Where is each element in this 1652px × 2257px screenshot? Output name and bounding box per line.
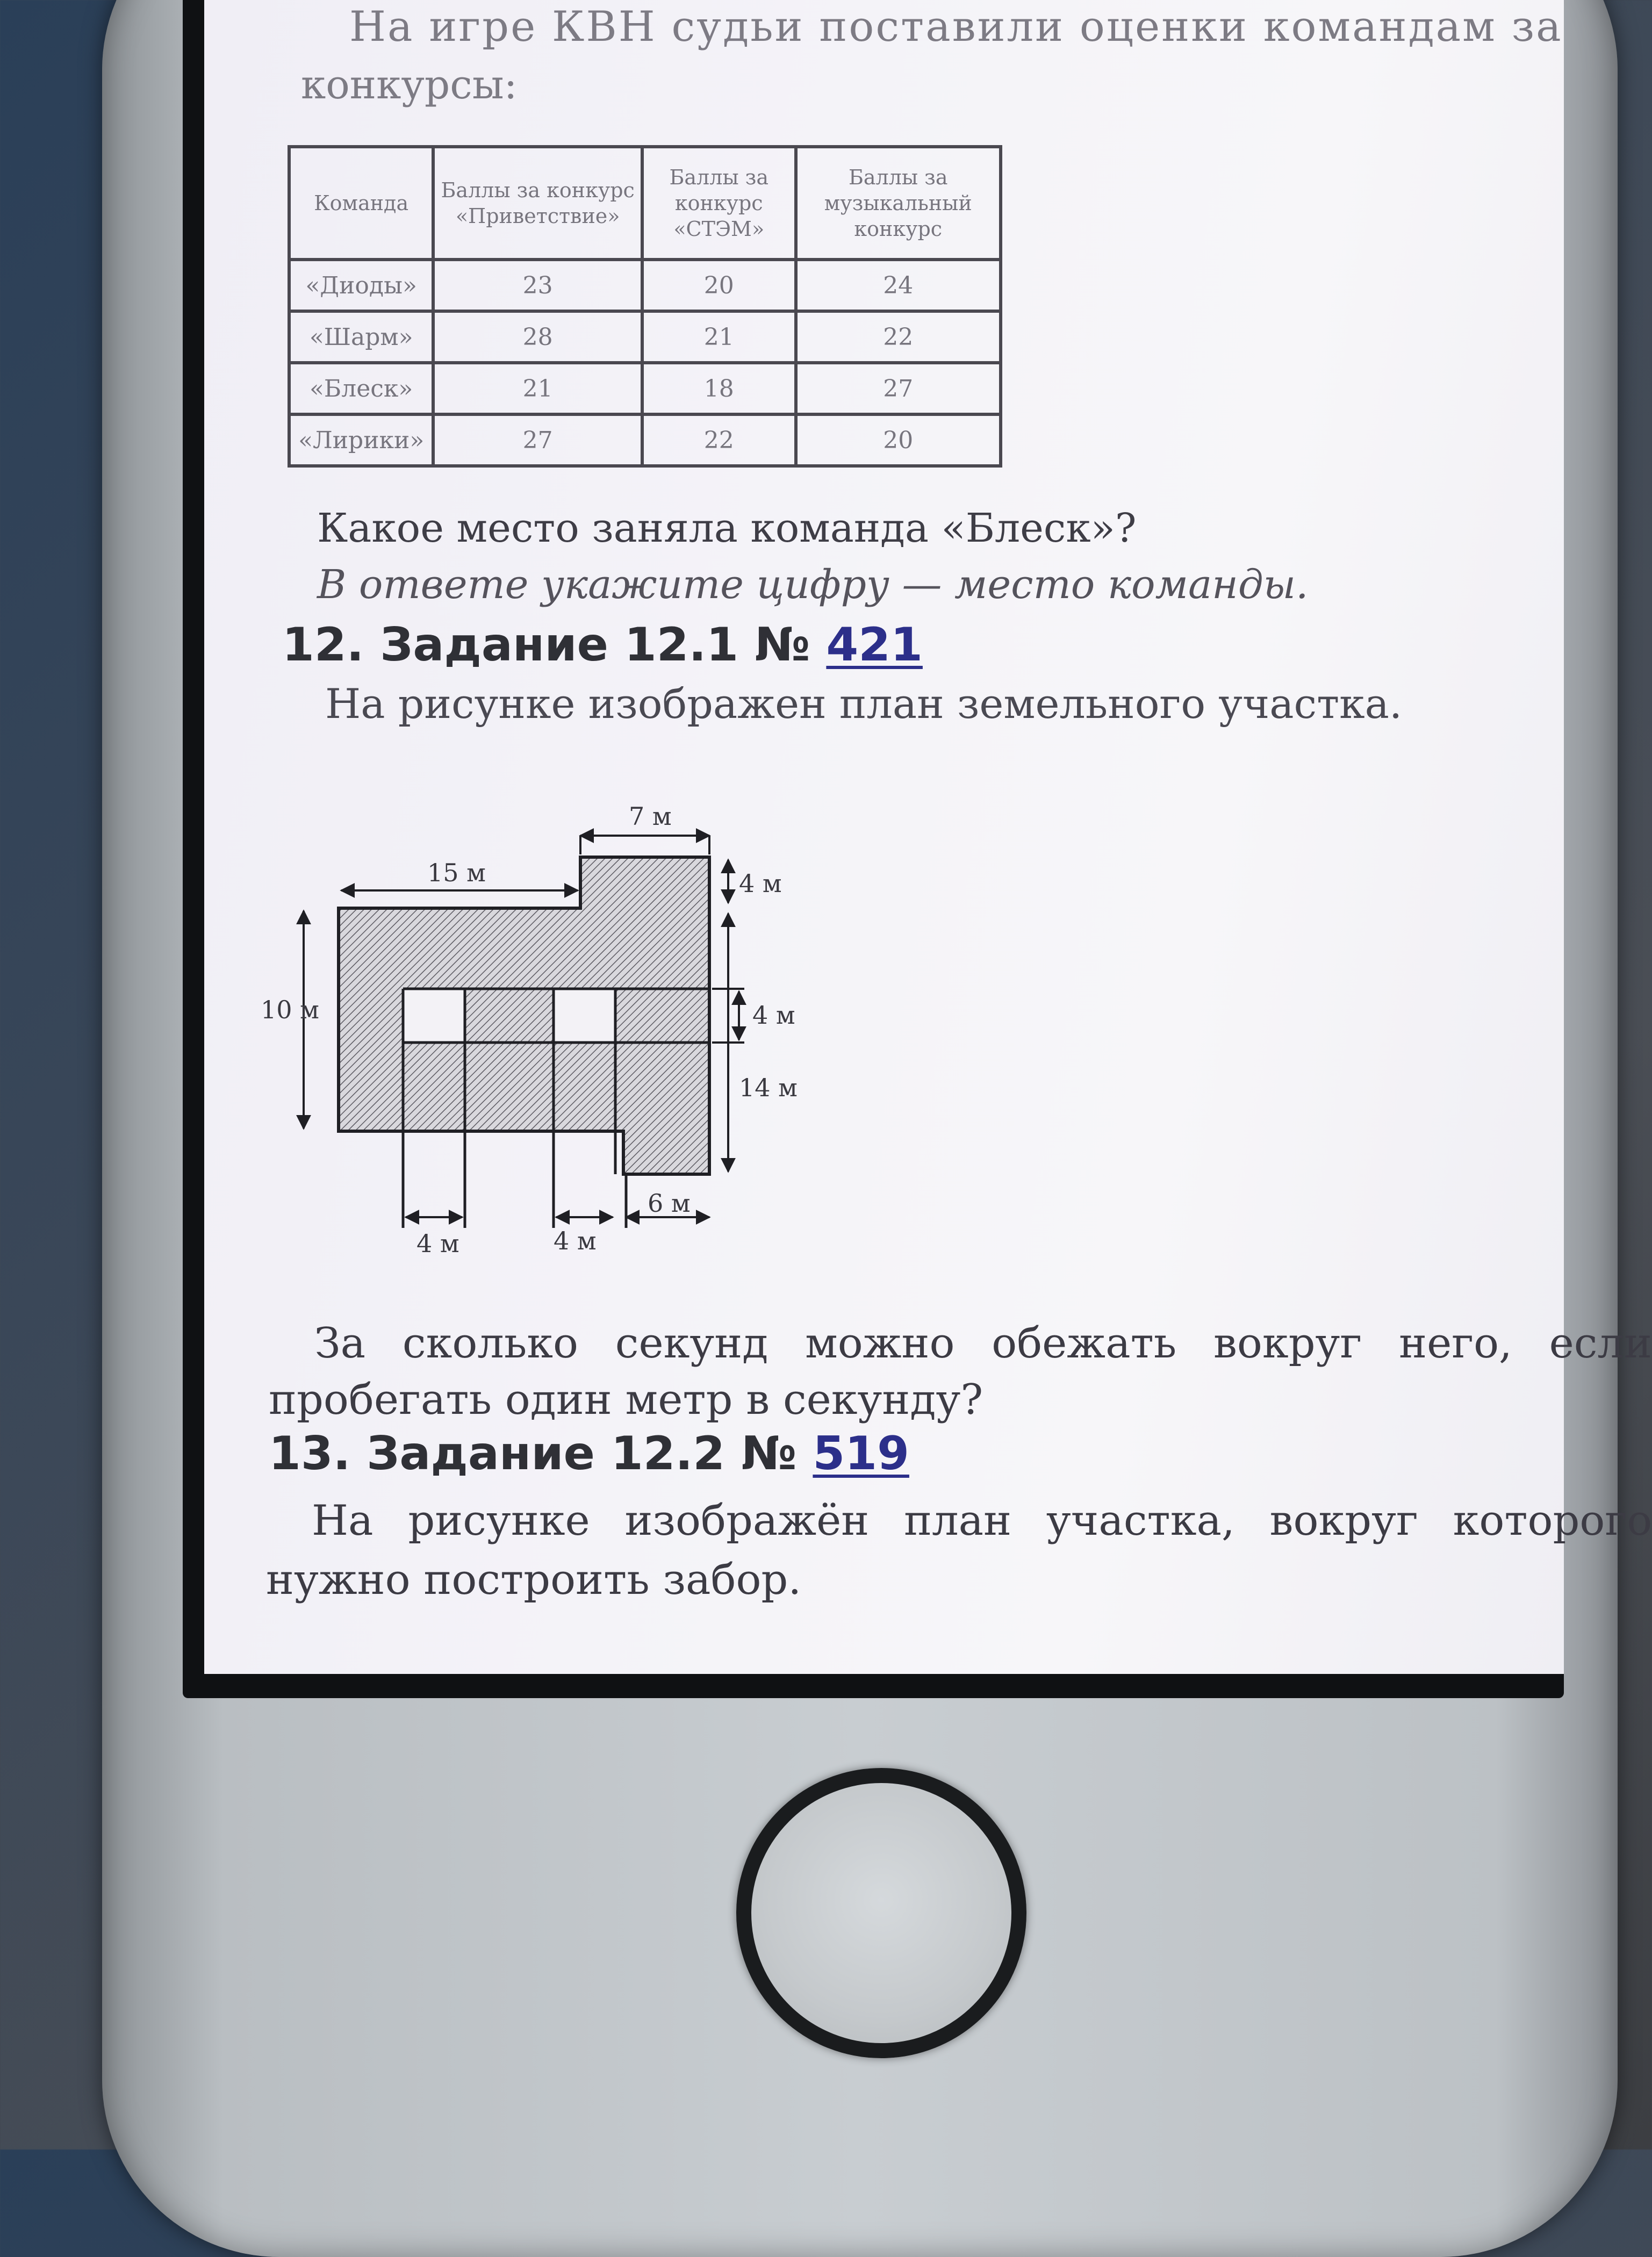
table-cell: «Блеск» <box>289 363 433 414</box>
task-12-prefix: 12. Задание 12.1 № <box>282 618 827 672</box>
answer-hint: В ответе укажите цифру — место команды. <box>317 562 1309 608</box>
task-12-heading <box>282 618 923 672</box>
table-cell: 21 <box>642 311 796 363</box>
dim-label-left-height: 10 м <box>261 995 319 1024</box>
table-cell: 22 <box>796 311 1001 363</box>
table-header: Команда <box>289 147 433 260</box>
dim-label-right-height: 14 м <box>739 1073 798 1102</box>
table-header: Баллы за конкурс «СТЭМ» <box>642 147 796 260</box>
task-12-question-line-1: За сколько секунд можно обежать вокруг него, если <box>314 1319 1652 1368</box>
task-12-question-line-2: пробегать один метр в секунду? <box>269 1376 983 1424</box>
task-12-text: На рисунке изображен план земельного участка. <box>325 680 1403 728</box>
table-cell: 27 <box>433 414 642 466</box>
question-place: Какое место заняла команда «Блеск»? <box>317 505 1137 551</box>
task-13-heading <box>269 1427 909 1480</box>
intro-line-1: На игре КВН судьи поставили оценки командам за <box>349 3 1563 51</box>
task-13-link[interactable]: 519 <box>813 1427 909 1480</box>
home-button[interactable] <box>736 1768 1026 2058</box>
table-header: Баллы за конкурс «Приветствие» <box>433 147 642 260</box>
dim-label-bottom-right: 6 м <box>648 1189 691 1218</box>
table-cell: «Диоды» <box>289 260 433 311</box>
table-cell: 21 <box>433 363 642 414</box>
table-cell: 22 <box>642 414 796 466</box>
plot-window <box>403 989 465 1043</box>
land-plan-diagram <box>261 766 1024 1282</box>
table-cell: 28 <box>433 311 642 363</box>
table-row <box>289 260 1001 311</box>
plot-window <box>554 989 615 1043</box>
table-cell: 18 <box>642 363 796 414</box>
table-row <box>289 363 1001 414</box>
task-13-prefix: 13. Задание 12.2 № <box>269 1427 813 1480</box>
table-cell: 23 <box>433 260 642 311</box>
phone-screen[interactable] <box>204 0 1652 1674</box>
table-row <box>289 414 1001 466</box>
dim-label-bottom-gap2: 4 м <box>554 1226 597 1255</box>
task-13-text-line-2: нужно построить забор. <box>266 1556 802 1604</box>
table-cell: 24 <box>796 260 1001 311</box>
table-row <box>289 311 1001 363</box>
dim-label-window-height: 4 м <box>752 1001 795 1030</box>
intro-line-2: конкурсы: <box>301 62 518 108</box>
dim-label-left-width: 15 м <box>427 858 486 887</box>
dim-label-top-step: 4 м <box>739 869 782 898</box>
dim-label-bottom-gap1: 4 м <box>416 1229 459 1258</box>
table-header-row <box>289 147 1001 260</box>
dim-label-top-width: 7 м <box>629 802 672 831</box>
table-cell: 27 <box>796 363 1001 414</box>
table-cell: 20 <box>796 414 1001 466</box>
task-12-link[interactable]: 421 <box>826 618 923 672</box>
table-cell: «Лирики» <box>289 414 433 466</box>
scores-table <box>288 145 1002 468</box>
table-cell: «Шарм» <box>289 311 433 363</box>
task-13-text-line-1: На рисунке изображён план участка, вокруг которого <box>312 1497 1652 1545</box>
plot-outline <box>339 857 709 1174</box>
table-cell: 20 <box>642 260 796 311</box>
table-header: Баллы за музыкальный конкурс <box>796 147 1001 260</box>
